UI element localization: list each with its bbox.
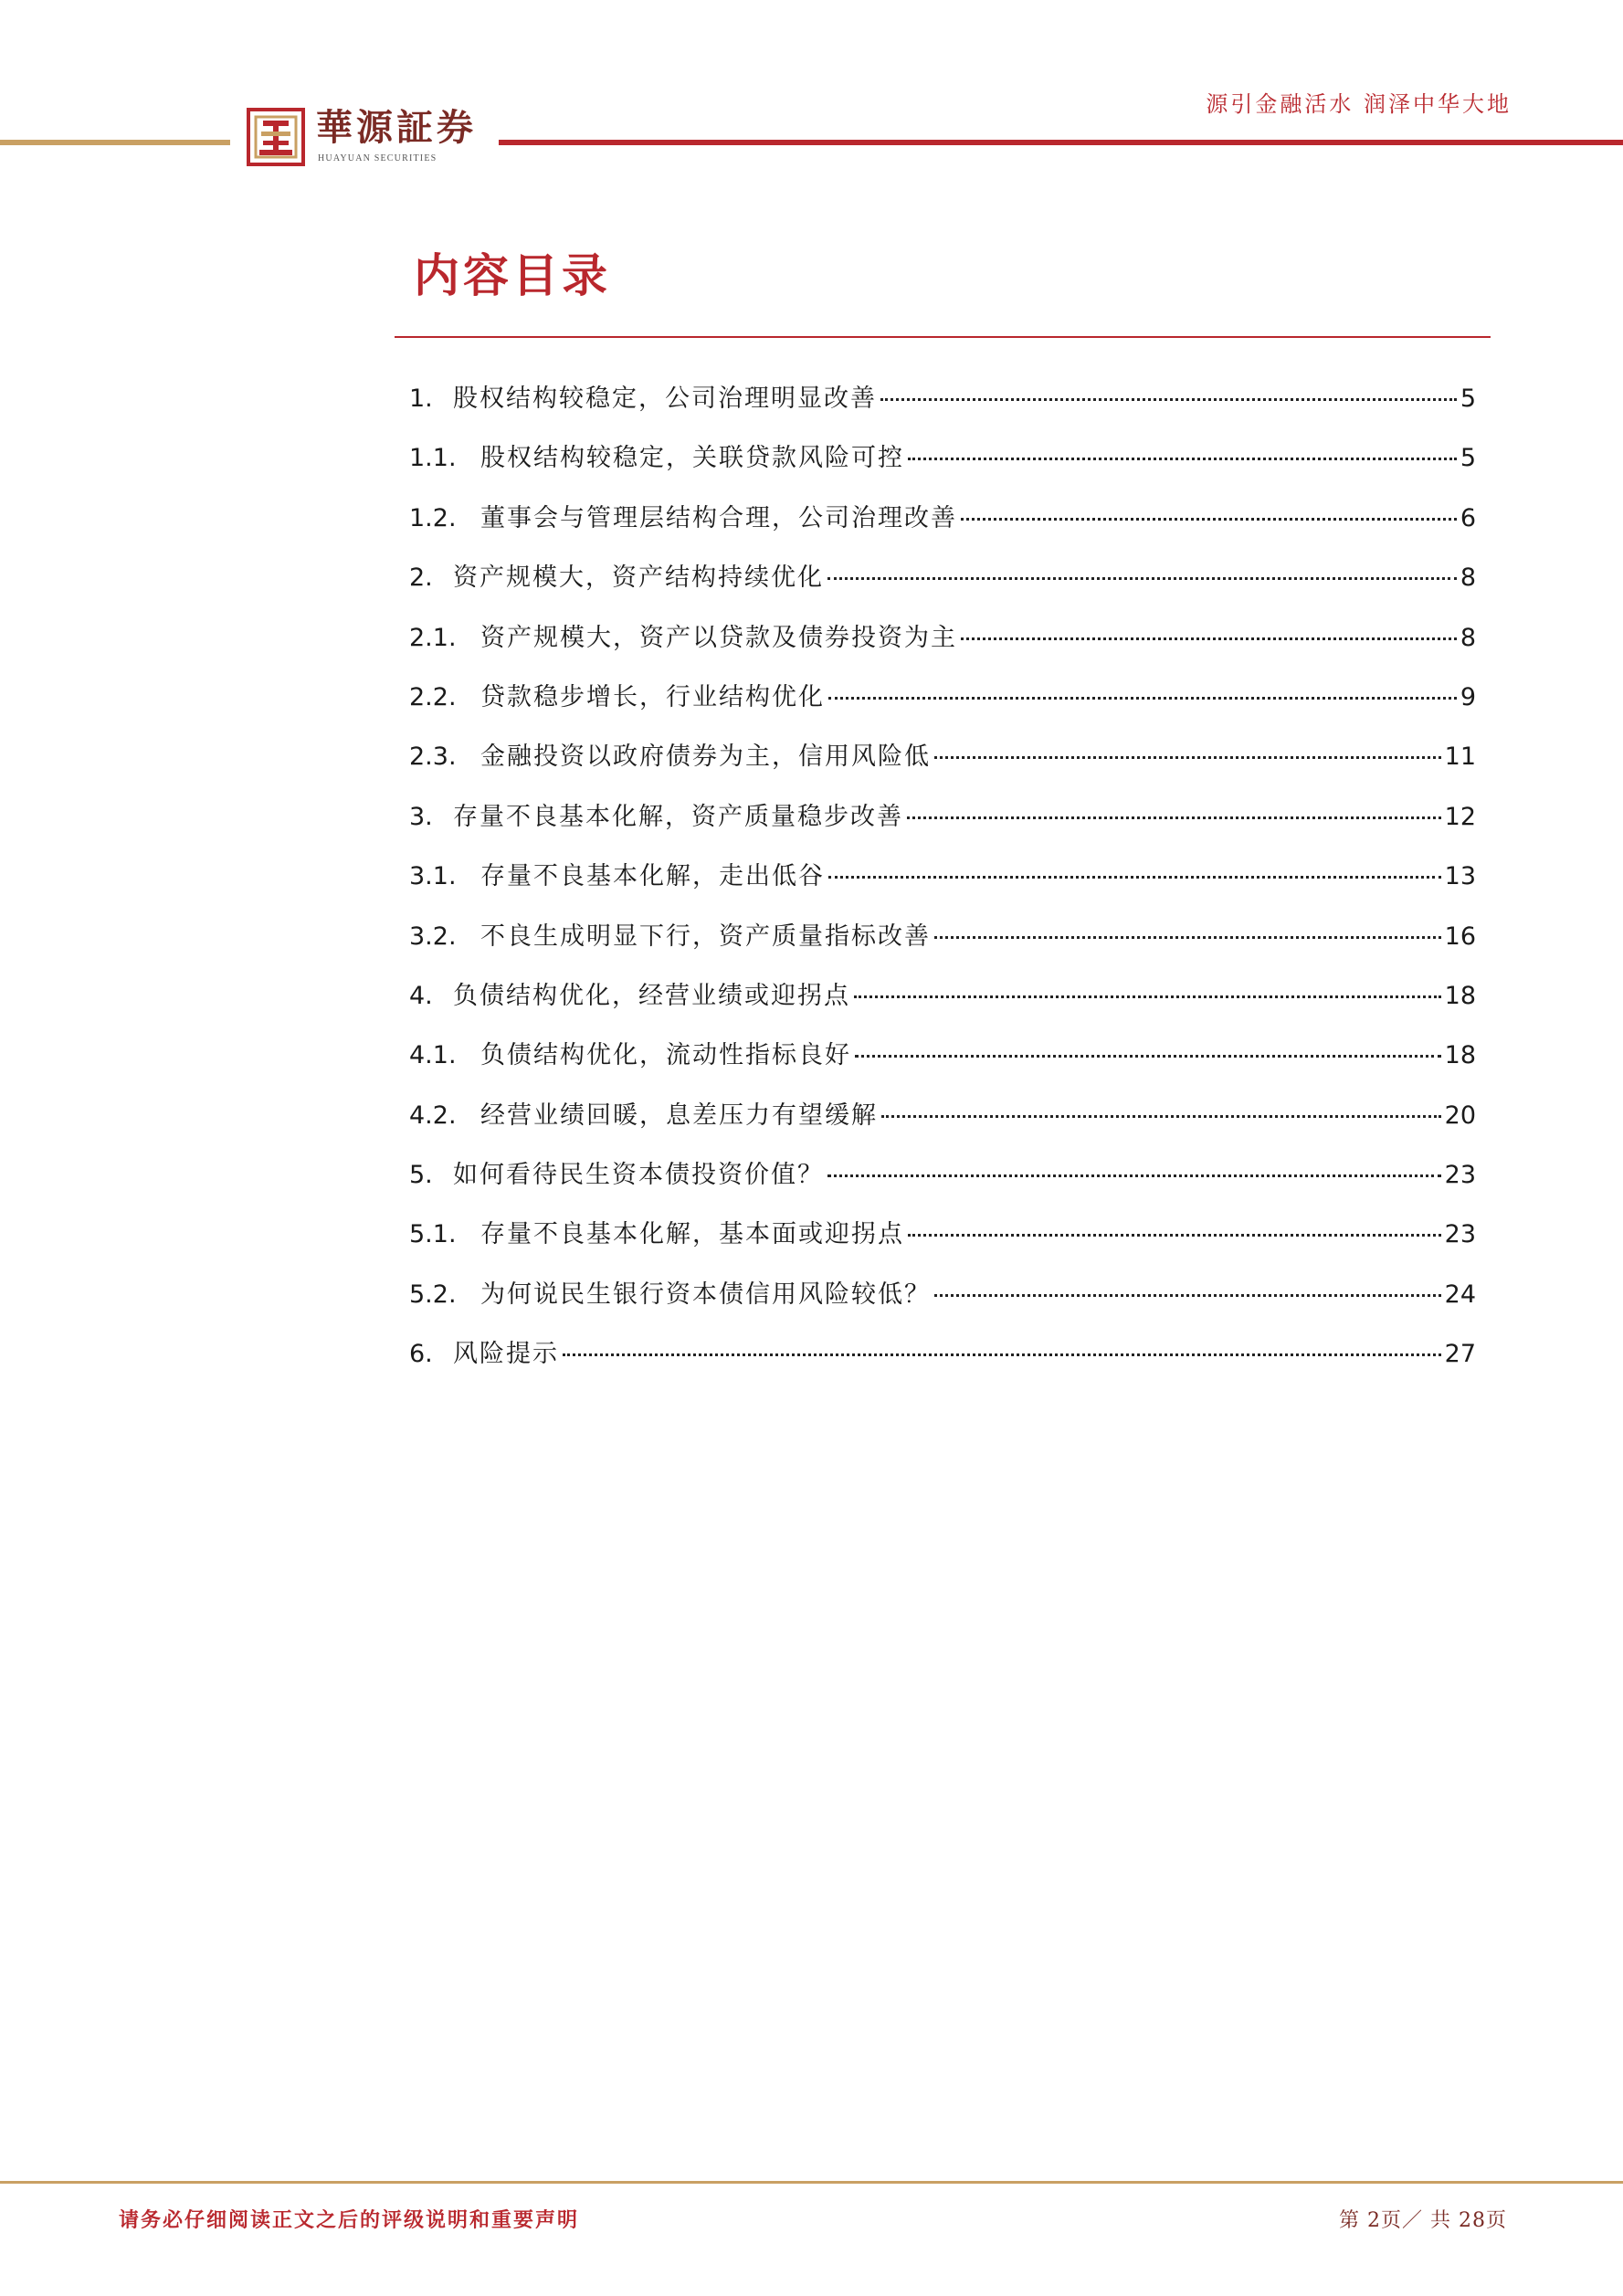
- toc-entry-number: 3.2.: [409, 922, 457, 951]
- toc-entry[interactable]: [409, 614, 1476, 673]
- toc-entry[interactable]: [409, 793, 1476, 852]
- logo-english: HUAYUAN SECURITIES: [318, 153, 437, 163]
- toc-entry-title: 资产规模大，资产以贷款及债券投资为主: [480, 623, 957, 652]
- toc-entry[interactable]: [409, 1151, 1476, 1210]
- toc-entry-page: 8: [1460, 563, 1476, 593]
- toc-entry-title: 资产规模大，资产结构持续优化: [453, 563, 824, 593]
- toc-dot-leader: [934, 936, 1441, 939]
- toc-entry[interactable]: [409, 673, 1476, 732]
- toc-entry-number: 1.: [409, 384, 433, 413]
- toc-entry[interactable]: [409, 1031, 1476, 1090]
- toc-entry-page: 5: [1460, 384, 1476, 413]
- toc-dot-leader: [961, 518, 1457, 521]
- toc-dot-leader: [854, 995, 1441, 998]
- toc-entry-title: 金融投资以政府债券为主，信用风险低: [480, 743, 931, 772]
- header-slogan: 源引金融活水 润泽中华大地: [1206, 91, 1512, 117]
- toc-entry-number: 3.: [409, 802, 433, 831]
- toc-entry[interactable]: [409, 1091, 1476, 1151]
- toc-entry-title: 存量不良基本化解，基本面或迎拐点: [480, 1220, 904, 1249]
- toc-entry-page: 5: [1460, 444, 1476, 473]
- toc-dot-leader: [934, 756, 1441, 759]
- toc-entry-number: 5.2.: [409, 1280, 457, 1309]
- toc-entry-number: 2.2.: [409, 682, 457, 711]
- toc-dot-leader: [563, 1353, 1441, 1356]
- toc-entry-number: 4.2.: [409, 1101, 457, 1130]
- toc-entry-page: 23: [1444, 1220, 1476, 1249]
- footer-divider: [0, 2181, 1623, 2184]
- toc-dot-leader: [908, 458, 1457, 460]
- footer-disclaimer: 请务必仔细阅读正文之后的评级说明和重要声明: [119, 2208, 580, 2232]
- toc-entry[interactable]: [409, 732, 1476, 792]
- toc-entry-page: 20: [1444, 1101, 1476, 1130]
- toc-entry-page: 18: [1444, 1041, 1476, 1070]
- header-gold-line: [0, 140, 230, 145]
- toc-entry-page: 23: [1444, 1161, 1476, 1190]
- toc-entry[interactable]: [409, 374, 1476, 434]
- toc-entry-page: 9: [1460, 682, 1476, 711]
- toc-entry-number: 6.: [409, 1340, 433, 1369]
- toc-entry[interactable]: [409, 1270, 1476, 1330]
- toc-entry-number: 2.: [409, 563, 433, 593]
- toc-entry[interactable]: [409, 852, 1476, 911]
- title-divider: [395, 336, 1491, 338]
- toc-entry-number: 2.1.: [409, 623, 457, 652]
- toc-dot-leader: [828, 697, 1457, 700]
- toc-entry-page: 6: [1460, 503, 1476, 532]
- toc-dot-leader: [908, 1234, 1441, 1237]
- toc-entry-title: 不良生成明显下行，资产质量指标改善: [480, 922, 931, 951]
- toc-entry-page: 8: [1460, 623, 1476, 652]
- toc-entry[interactable]: [409, 1330, 1476, 1389]
- page-header: [0, 0, 1623, 183]
- toc-entry-number: 3.1.: [409, 862, 457, 891]
- toc-entry-number: 5.: [409, 1161, 433, 1190]
- logo-name: 華源証券: [316, 106, 477, 149]
- toc-dot-leader: [880, 398, 1457, 401]
- toc-dot-leader: [827, 1174, 1441, 1177]
- toc-entry[interactable]: [409, 494, 1476, 553]
- toc-entry-title: 董事会与管理层结构合理，公司治理改善: [480, 503, 957, 532]
- page-title: 内容目录: [414, 249, 611, 302]
- toc-entry-title: 风险提示: [453, 1340, 559, 1369]
- toc-entry-title: 股权结构较稳定，公司治理明显改善: [453, 384, 877, 413]
- toc-entry[interactable]: [409, 1210, 1476, 1269]
- toc-dot-leader: [828, 876, 1441, 879]
- footer-page-info: 第 2页／ 共 28页: [1339, 2209, 1507, 2232]
- toc-entry-page: 12: [1444, 802, 1476, 831]
- toc-entry[interactable]: [409, 434, 1476, 493]
- toc-dot-leader: [855, 1055, 1441, 1058]
- toc-entry-page: 24: [1444, 1280, 1476, 1309]
- toc-entry-number: 2.3.: [409, 743, 457, 772]
- toc-dot-leader: [961, 637, 1457, 640]
- toc-entry-title: 贷款稳步增长，行业结构优化: [480, 682, 825, 711]
- toc-entry-number: 1.1.: [409, 444, 457, 473]
- toc-dot-leader: [827, 577, 1457, 580]
- toc-entry[interactable]: [409, 553, 1476, 613]
- logo-seal-icon: [247, 108, 305, 166]
- toc-entry-number: 1.2.: [409, 503, 457, 532]
- toc-dot-leader: [934, 1294, 1441, 1297]
- toc-entry-page: 13: [1444, 862, 1476, 891]
- toc-entry-title: 经营业绩回暖，息差压力有望缓解: [480, 1101, 878, 1130]
- table-of-contents: [409, 374, 1476, 1390]
- toc-entry-page: 16: [1444, 922, 1476, 951]
- toc-entry-title: 如何看待民生资本债投资价值？: [453, 1161, 824, 1190]
- toc-entry-number: 4.1.: [409, 1041, 457, 1070]
- toc-entry-title: 负债结构优化，流动性指标良好: [480, 1041, 851, 1070]
- toc-entry[interactable]: [409, 912, 1476, 972]
- toc-entry-title: 股权结构较稳定，关联贷款风险可控: [480, 444, 904, 473]
- toc-entry-title: 为何说民生银行资本债信用风险较低？: [480, 1280, 931, 1309]
- toc-dot-leader: [881, 1115, 1441, 1118]
- toc-dot-leader: [907, 816, 1441, 819]
- toc-entry-title: 负债结构优化，经营业绩或迎拐点: [453, 981, 850, 1010]
- toc-entry-title: 存量不良基本化解，走出低谷: [480, 862, 825, 891]
- toc-entry[interactable]: [409, 972, 1476, 1031]
- toc-entry-number: 4.: [409, 981, 433, 1010]
- toc-entry-number: 5.1.: [409, 1220, 457, 1249]
- toc-entry-page: 18: [1444, 981, 1476, 1010]
- toc-entry-title: 存量不良基本化解，资产质量稳步改善: [453, 802, 903, 831]
- header-red-line: [499, 140, 1623, 145]
- toc-entry-page: 27: [1444, 1340, 1476, 1369]
- toc-entry-page: 11: [1444, 743, 1476, 772]
- company-logo: [247, 106, 493, 170]
